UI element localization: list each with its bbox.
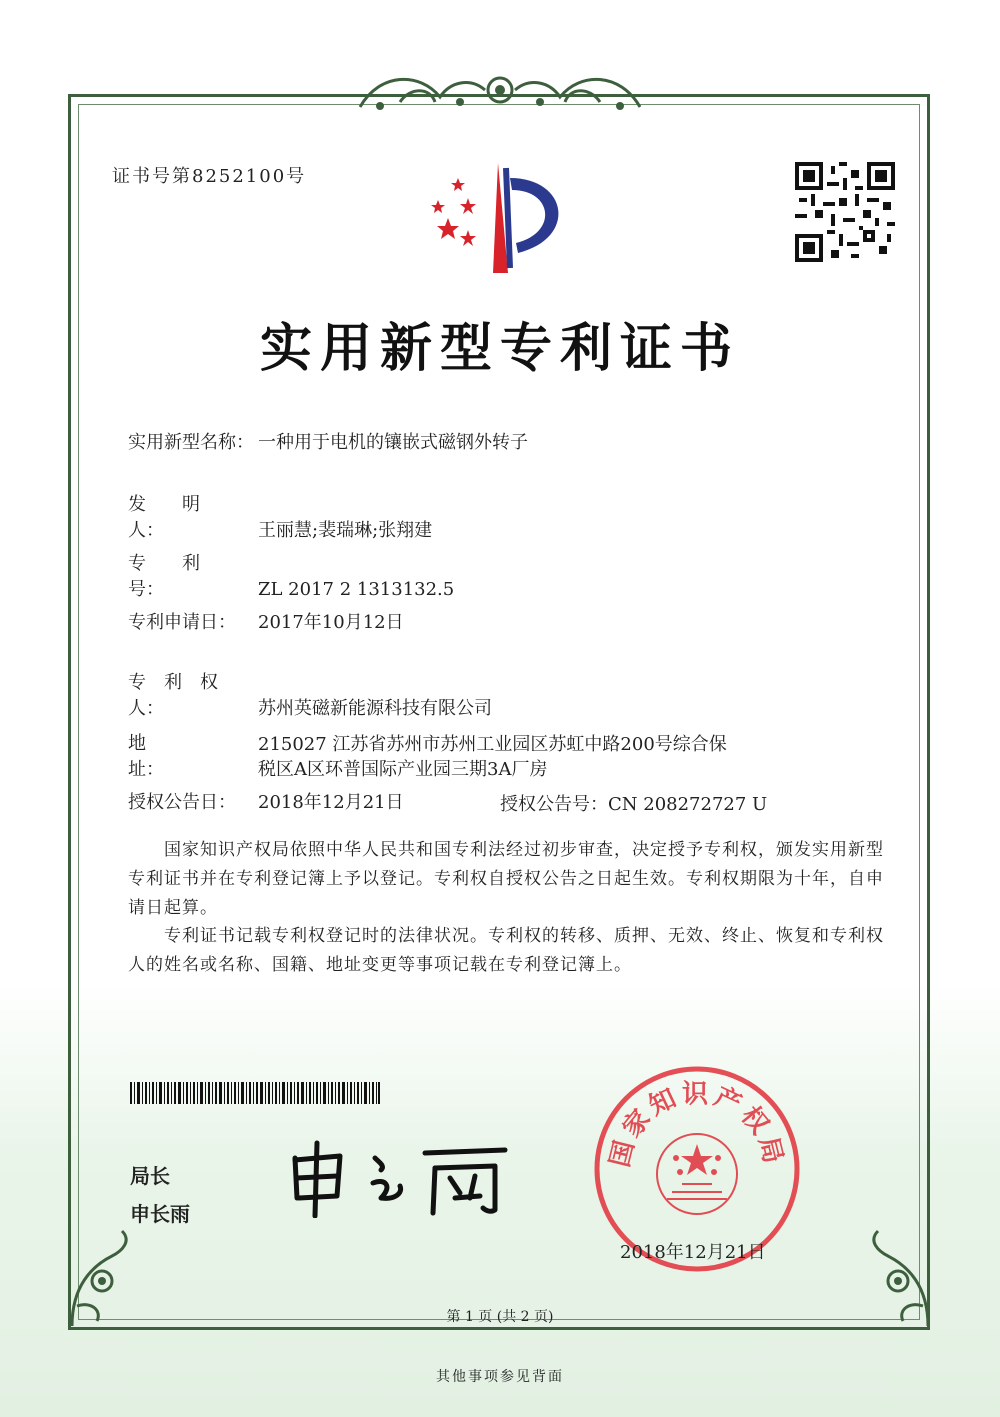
address-label: 地 址：	[128, 733, 236, 780]
utility-model-name-value: 一种用于电机的镶嵌式磁钢外转子	[258, 432, 528, 453]
patent-number-label: 专 利 号：	[128, 553, 236, 600]
utility-model-name-label: 实用新型名称：	[128, 432, 254, 453]
grant-date-label: 授权公告日：	[128, 792, 236, 813]
statement-paragraph-1: 国家知识产权局依照中华人民共和国专利法经过初步审查，决定授予专利权，颁发实用新型专利证书并在专利登记簿上予以登记。专利权自授权公告之日起生效。专利权期限为十年，自申请日起算。	[128, 840, 884, 918]
grant-number-row	[500, 790, 767, 816]
director-name: 申长雨	[130, 1202, 190, 1226]
director-signature	[285, 1138, 515, 1218]
inventor-value: 王丽慧;裴瑞琳;张翔建	[258, 520, 433, 541]
application-date-row	[128, 610, 404, 636]
qr-code	[795, 162, 895, 262]
barcode	[130, 1082, 380, 1104]
certificate-number: 证书号第8252100号	[112, 166, 307, 187]
page-number: 第 1 页 (共 2 页)	[446, 1309, 554, 1325]
director-title: 局长	[130, 1164, 170, 1188]
top-ornament	[340, 62, 660, 122]
patentee-label: 专 利 权 人：	[128, 672, 236, 719]
certificate-title: 实用新型专利证书	[259, 319, 740, 379]
address-line-1: 215027 江苏省苏州市苏州工业园区苏虹中路200号综合保	[258, 734, 727, 755]
inventor-label: 发 明 人：	[128, 494, 236, 541]
grant-number-value: CN 208272727 U	[608, 794, 768, 815]
seal-date: 2018年12月21日	[620, 1242, 766, 1263]
address-row	[128, 731, 258, 783]
patentee-row	[128, 670, 492, 722]
patent-office-emblem	[418, 158, 588, 278]
inventor-row	[128, 492, 432, 544]
address-value	[258, 732, 778, 782]
application-date-value: 2017年10月12日	[258, 612, 404, 633]
grant-date-value: 2018年12月21日	[258, 792, 404, 813]
address-line-2: 税区A区环普国际产业园三期3A厂房	[258, 759, 548, 780]
application-date-label: 专利申请日：	[128, 612, 236, 633]
grant-number-label: 授权公告号：	[500, 794, 608, 815]
grant-date-row	[128, 790, 404, 816]
utility-model-name-row	[128, 430, 528, 456]
seal-text: 国家知识产权局	[605, 1079, 789, 1171]
statement-paragraph-2: 专利证书记载专利权登记时的法律状况。专利权的转移、质押、无效、终止、恢复和专利权人的姓名或名称、国籍、地址变更等事项记载在专利登记簿上。	[128, 926, 884, 975]
patent-number-row	[128, 551, 454, 603]
patentee-value: 苏州英磁新能源科技有限公司	[258, 698, 492, 719]
back-note: 其他事项参见背面	[436, 1369, 564, 1385]
patent-number-value: ZL 2017 2 1313132.5	[258, 579, 455, 600]
